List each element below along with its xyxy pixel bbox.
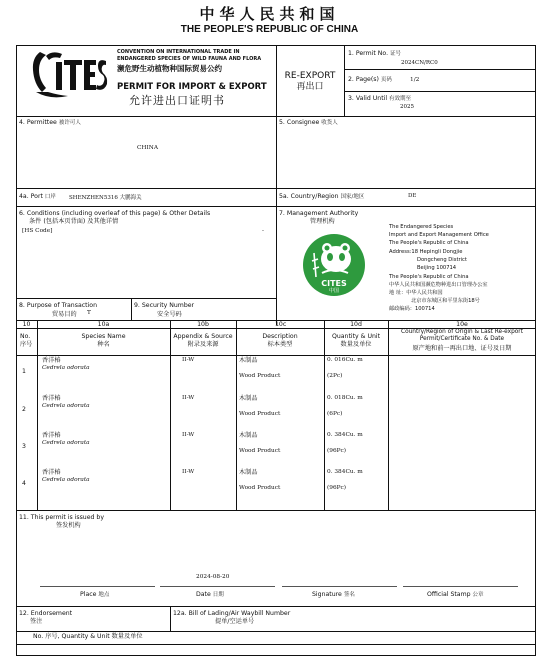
divider [16, 631, 536, 632]
box11-label: 11. This permit is issued by [19, 514, 105, 521]
hdr-quantity-cn: 数量及单位 [340, 341, 372, 348]
issue-date: 2024-08-20 [196, 574, 230, 580]
country-value: DE [408, 193, 417, 199]
permittee-value: CHINA [137, 145, 159, 151]
permit-type-cn: 再出口 [296, 82, 324, 92]
box3-label: 3. Valid Until 有效期至 [348, 95, 412, 102]
quantity-count: (96Pc) [327, 448, 347, 454]
divider [170, 606, 171, 631]
quantity-count: (2Pc) [327, 373, 343, 379]
quantity-count: (96Pc) [327, 485, 347, 491]
convention-line-2: ENDANGERED SPECIES OF WILD FAUNA AND FLORA [117, 56, 262, 62]
species-cn: 香洋椿 [42, 395, 61, 402]
box11-label-cn: 签发机构 [56, 522, 81, 529]
appendix-source: II-W [182, 432, 195, 438]
divider [16, 644, 536, 645]
conditions-dash: - [262, 228, 264, 234]
divider [16, 298, 276, 299]
species-latin: Cedrela odorata [42, 365, 90, 371]
permit-type-en: RE-EXPORT [284, 71, 336, 81]
box9-label-cn: 安全号码 [157, 311, 182, 318]
title-cn: 中华人民共和国 [199, 5, 340, 23]
box4a-label: 4a. Port 口岸 [19, 193, 56, 200]
box6-label: 6. Conditions (including overleaf of this page) & Other Details [19, 210, 211, 217]
hs-code: [HS Code] [22, 228, 53, 234]
divider [16, 355, 536, 356]
permit-title-cn: 允许进出口证明书 [129, 94, 225, 107]
address-line: The Endangered Species [389, 224, 454, 230]
species-latin: Cedrela odorata [42, 477, 90, 483]
row-no: 3 [22, 443, 26, 450]
divider [344, 69, 536, 70]
purpose-value: T [87, 310, 91, 316]
box12-label: 12. Endorsement [19, 610, 73, 617]
divider [37, 320, 38, 510]
divider [344, 45, 345, 116]
signature-line [282, 586, 397, 587]
species-latin: Cedrela odorata [42, 403, 90, 409]
address-line: Import and Export Management Office [389, 232, 489, 238]
divider [344, 91, 536, 92]
convention-cn: 濒危野生动植物种国际贸易公约 [117, 64, 222, 73]
address-line: 北京市东城区和平里东街18号 [411, 298, 480, 304]
quantity-value: 0. 384Cu. m [327, 432, 363, 438]
species-cn: 香洋椿 [42, 432, 61, 439]
description-en: Wood Product [239, 411, 281, 417]
box5-label: 5. Consignee 收货人 [279, 119, 338, 126]
row-no: 2 [22, 406, 26, 413]
page-count: 1/2 [410, 77, 420, 83]
hdr-description-cn: 标本类型 [267, 341, 293, 348]
hdr-origin: Country/Region of Origin & Last Re-export Permit/Certificate No. & Date [401, 329, 523, 342]
box6-label-cn: 条件 (包括本页背面) 及其他详情 [29, 218, 119, 225]
valid-until: 2025 [400, 104, 414, 110]
convention-line-1: CONVENTION ON INTERNATIONAL TRADE IN [117, 49, 240, 55]
box12a-label-cn: 提单/空运单号 [215, 618, 255, 625]
appendix-source: II-W [182, 357, 195, 363]
hdr-appendix-cn: 附录及来源 [187, 341, 219, 348]
box7-label-cn: 管理机构 [310, 218, 335, 225]
hdr-species: Species Name [81, 333, 126, 340]
hdr-species-cn: 种名 [97, 341, 110, 348]
box8-label-cn: 贸易目的 [52, 311, 77, 318]
address-line: Address:18 Hepingli Dongjie [389, 249, 463, 255]
species-cn: 香洋椿 [42, 469, 61, 476]
description-en: Wood Product [239, 485, 281, 491]
quantity-count: (6Pc) [327, 411, 343, 417]
species-latin: Cedrela odorata [42, 440, 90, 446]
address-line: Beijing 100714 [417, 265, 457, 271]
stamp-line [403, 586, 518, 587]
divider [16, 510, 536, 511]
box1-label: 1. Permit No. 证号 [348, 50, 402, 57]
description-cn: 木制品 [239, 395, 258, 402]
quantity-value: 0. 384Cu. m [327, 469, 363, 475]
seal-text: CITES [321, 279, 347, 288]
seal-sub: 中国 [328, 288, 339, 294]
date-label: Date 日期 [196, 591, 224, 598]
divider [276, 45, 277, 116]
box5a-label: 5a. Country/Region 国家/地区 [279, 193, 365, 200]
description-en: Wood Product [239, 373, 281, 379]
stamp-label: Official Stamp 公章 [427, 591, 484, 598]
date-line [160, 586, 275, 587]
col-10e: 10e [456, 321, 468, 328]
box4-label: 4. Permittee 被许可人 [19, 119, 81, 126]
permit-title-en: PERMIT FOR IMPORT & EXPORT [117, 82, 267, 92]
description-en: Wood Product [239, 448, 281, 454]
address-line: Dongcheng District [417, 257, 467, 263]
signature-label: Signature 签名 [312, 591, 355, 598]
hdr-no: No. [20, 333, 31, 340]
port-value: SHENZHEN5316 大鹏海关 [69, 195, 142, 201]
hdr-quantity: Quantity & Unit [331, 333, 381, 340]
species-cn: 香洋椿 [42, 357, 61, 364]
divider [276, 116, 277, 325]
hdr-no-cn: 序号 [20, 341, 33, 348]
address-line: The People's Republic of China [389, 274, 469, 280]
divider [324, 320, 325, 510]
appendix-source: II-W [182, 469, 195, 475]
divider [16, 606, 536, 607]
divider [16, 188, 536, 189]
box8-label: 8. Purpose of Transaction [19, 302, 97, 309]
divider [131, 298, 132, 320]
hdr-appendix: Appendix & Source [173, 333, 233, 340]
divider [236, 320, 237, 510]
place-label: Place 地点 [80, 591, 110, 598]
box12-label-cn: 签注 [30, 618, 43, 625]
quantity-value: 0. 018Cu. m [327, 395, 363, 401]
description-cn: 木制品 [239, 357, 258, 364]
col-10a: 10a [97, 321, 110, 328]
divider [16, 206, 536, 207]
box2-label: 2. Page(s) 页码 [348, 76, 392, 83]
title-en: THE PEOPLE'S REPUBLIC OF CHINA [180, 24, 359, 35]
address-line: The People's Republic of China [389, 240, 469, 246]
divider [170, 320, 171, 510]
place-line [40, 586, 155, 587]
row-no: 4 [22, 480, 26, 487]
box9-label: 9. Security Number [134, 302, 195, 309]
row-no: 1 [22, 368, 26, 375]
address-line: 邮政编码：100714 [389, 306, 435, 312]
hdr-origin-cn: 原产地和前一再出口地、证号及日期 [412, 345, 512, 352]
permit-number: 2024CN/RC0 [401, 60, 438, 66]
appendix-source: II-W [182, 395, 195, 401]
box7-label: 7. Management Authority [279, 210, 359, 217]
description-cn: 木制品 [239, 432, 258, 439]
hdr-description: Description [262, 333, 298, 340]
col-10b: 10b [197, 321, 209, 328]
address-line: 中华人民共和国濒危物种进出口管理办公室 [389, 282, 488, 288]
box12-sub: No. 序号, Quantity & Unit 数量及单位 [33, 633, 143, 640]
box12a-label: 12a. Bill of Lading/Air Waybill Number [173, 610, 291, 617]
cites-logo [30, 48, 108, 100]
description-cn: 木制品 [239, 469, 258, 476]
address-line: 地 址：中华人民共和国 [389, 290, 443, 296]
col-10c: 10c [275, 321, 287, 328]
quantity-value: 0. 016Cu. m [327, 357, 363, 363]
col-10: 10 [22, 321, 31, 328]
col-10d: 10d [350, 321, 362, 328]
